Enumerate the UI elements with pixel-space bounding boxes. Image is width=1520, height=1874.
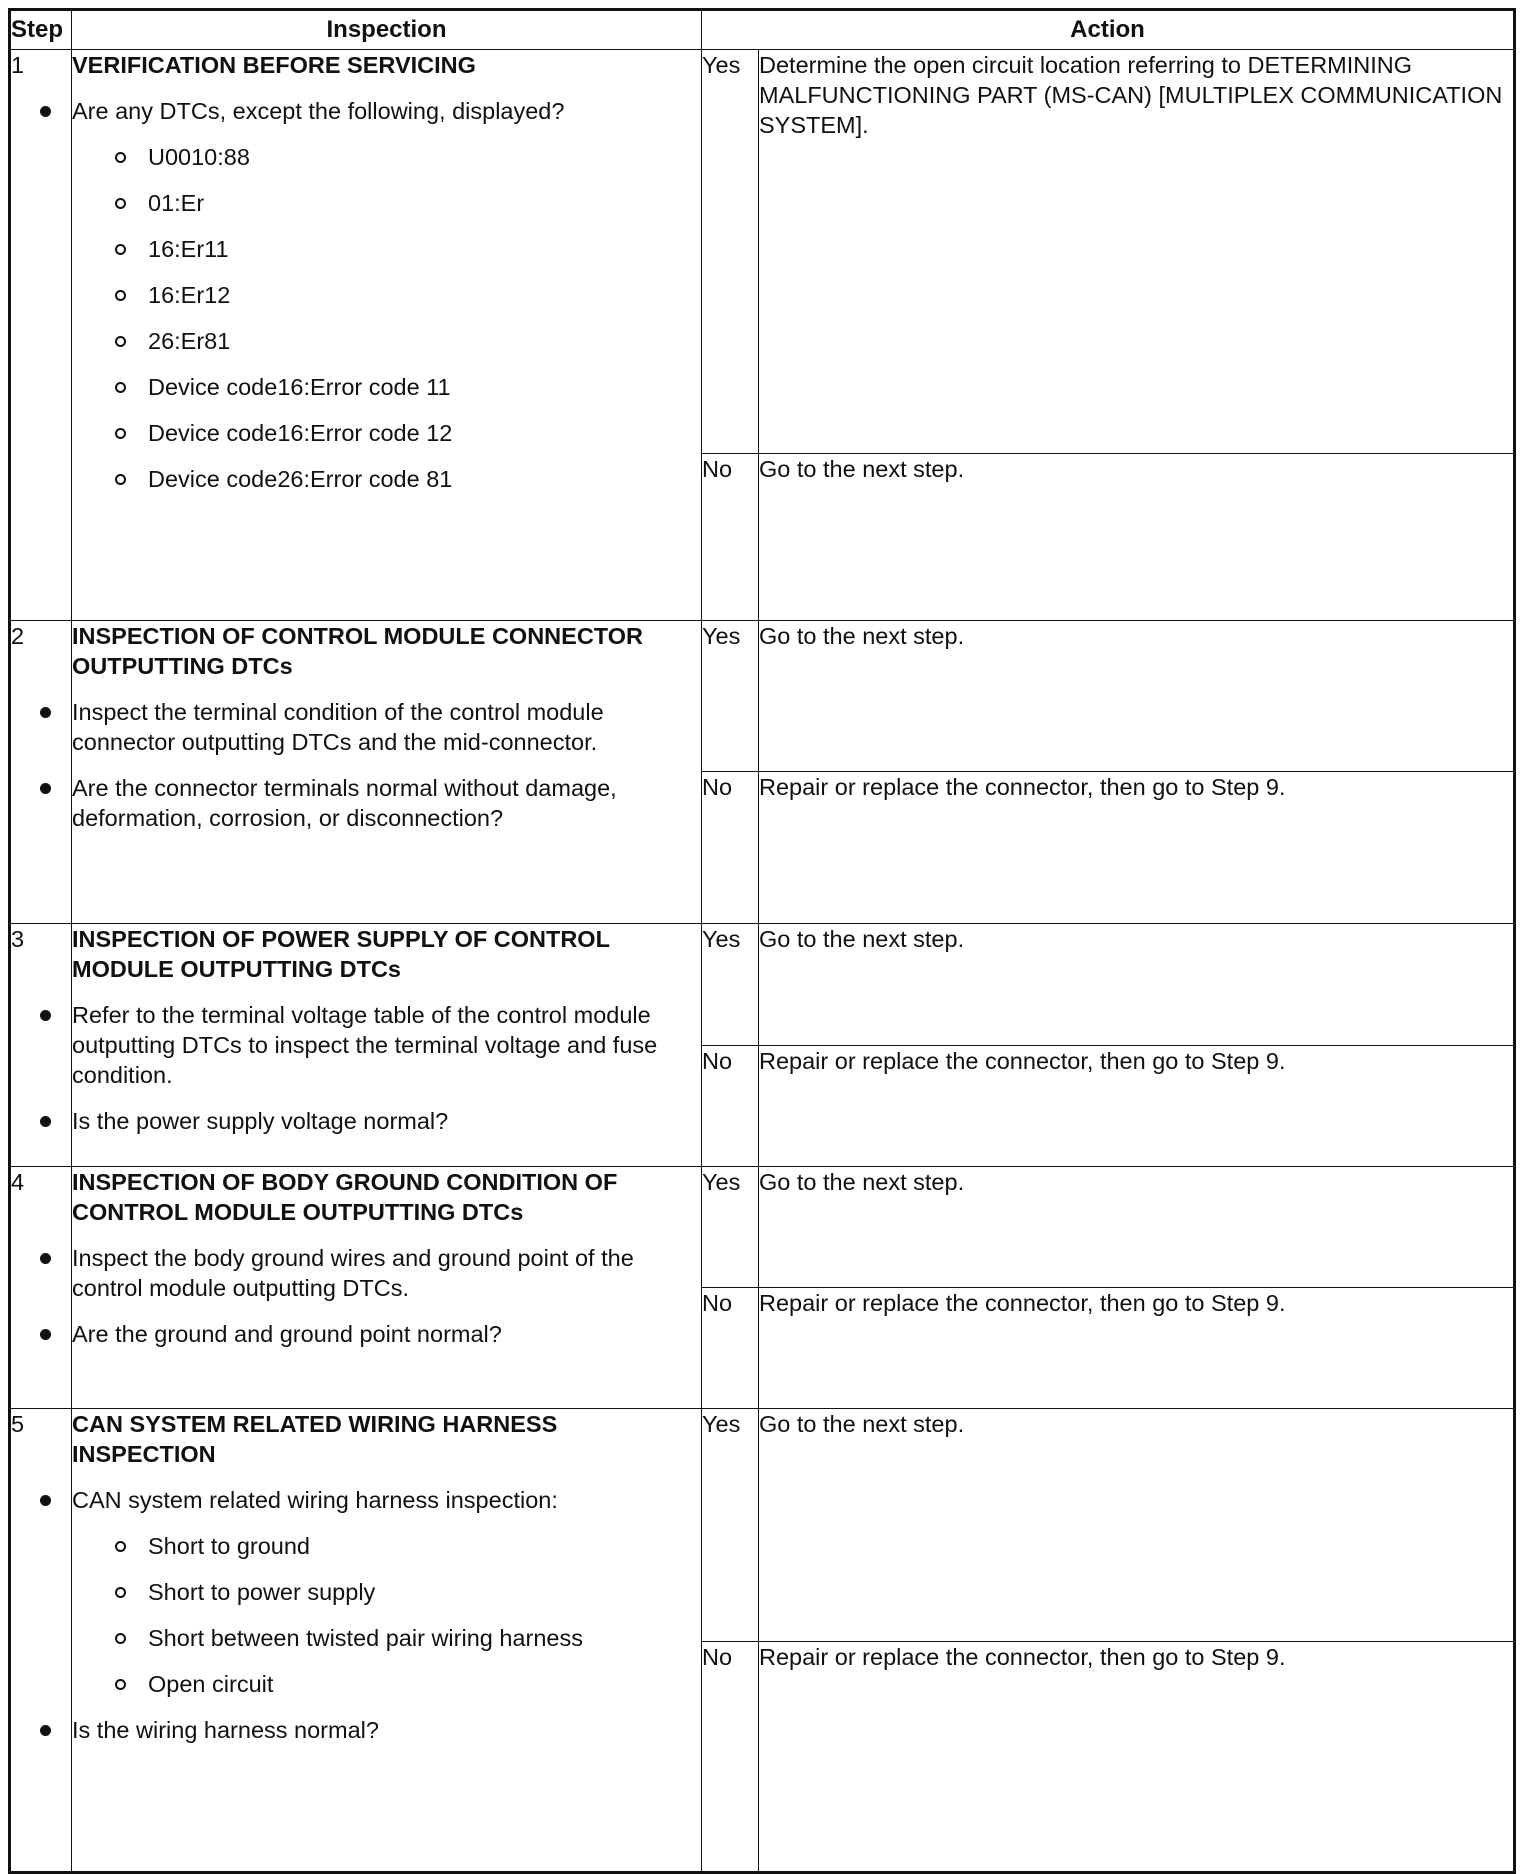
inspection-title: VERIFICATION BEFORE SERVICING xyxy=(72,52,476,78)
inspection-question: Are the connector terminals normal without damage, deformation, corrosion, or disconnection? xyxy=(72,773,701,833)
no-label: No xyxy=(702,454,759,621)
step-number: 2 xyxy=(10,621,72,924)
yes-action: Go to the next step. xyxy=(759,621,1515,772)
yes-action: Go to the next step. xyxy=(759,1167,1515,1288)
inspection-question: Is the power supply voltage normal? xyxy=(72,1106,701,1136)
step-number: 1 xyxy=(10,50,72,621)
header-row xyxy=(10,10,1515,50)
yes-action: Determine the open circuit location referring to DETERMINING MALFUNCTIONING PART (MS-CAN) [MULTIPLEX COMMUNICATION SYSTEM]. xyxy=(759,50,1515,454)
inspection-bullet: Refer to the terminal voltage table of the control module outputting DTCs to inspect the terminal voltage and fuse condition. xyxy=(72,1000,701,1090)
check-item: Short to power supply xyxy=(148,1577,701,1607)
check-item: Short to ground xyxy=(148,1531,701,1561)
no-label: No xyxy=(702,1642,759,1873)
yes-action: Go to the next step. xyxy=(759,924,1515,1046)
no-action: Go to the next step. xyxy=(759,454,1515,621)
step-1-inspection xyxy=(72,50,702,621)
step-number: 3 xyxy=(10,924,72,1167)
inspection-question: Are the ground and ground point normal? xyxy=(72,1319,701,1349)
inspection-bullet: Inspect the body ground wires and ground point of the control module outputting DTCs. xyxy=(72,1243,701,1303)
dtc-item: Device code16:Error code 11 xyxy=(148,372,701,402)
no-action: Repair or replace the connector, then go to Step 9. xyxy=(759,772,1515,924)
inspection-bullet: Are any DTCs, except the following, displayed? xyxy=(72,96,701,126)
no-action: Repair or replace the connector, then go to Step 9. xyxy=(759,1288,1515,1409)
no-action: Repair or replace the connector, then go to Step 9. xyxy=(759,1642,1515,1873)
inspection-title: CAN SYSTEM RELATED WIRING HARNESS INSPECTION xyxy=(72,1411,558,1467)
dtc-item: 16:Er11 xyxy=(148,234,701,264)
step-3-inspection xyxy=(72,924,702,1167)
inspection-question: Is the wiring harness normal? xyxy=(72,1715,701,1745)
step-number: 4 xyxy=(10,1167,72,1409)
yes-label: Yes xyxy=(702,1409,759,1642)
inspection-bullet: CAN system related wiring harness inspection: xyxy=(72,1485,701,1515)
dtc-item: Device code26:Error code 81 xyxy=(148,464,701,494)
yes-action: Go to the next step. xyxy=(759,1409,1515,1642)
dtc-item: 26:Er81 xyxy=(148,326,701,356)
check-item: Short between twisted pair wiring harness xyxy=(148,1623,701,1653)
inspection-title: INSPECTION OF BODY GROUND CONDITION OF CONTROL MODULE OUTPUTTING DTCs xyxy=(72,1169,618,1225)
inspection-title: INSPECTION OF POWER SUPPLY OF CONTROL MODULE OUTPUTTING DTCs xyxy=(72,926,610,982)
step-4-inspection xyxy=(72,1167,702,1409)
dtc-item: 01:Er xyxy=(148,188,701,218)
step-5-yes-row xyxy=(10,1409,1515,1642)
check-item: Open circuit xyxy=(148,1669,701,1699)
step-1-yes-row xyxy=(10,50,1515,454)
yes-label: Yes xyxy=(702,1167,759,1288)
yes-label: Yes xyxy=(702,50,759,454)
dtc-item: Device code16:Error code 12 xyxy=(148,418,701,448)
header-action: Action xyxy=(702,10,1515,50)
yes-label: Yes xyxy=(702,621,759,772)
header-step: Step xyxy=(10,10,72,50)
diagnostic-procedure-table xyxy=(8,8,1516,1874)
inspection-title: INSPECTION OF CONTROL MODULE CONNECTOR OUTPUTTING DTCs xyxy=(72,623,643,679)
dtc-item: 16:Er12 xyxy=(148,280,701,310)
step-2-inspection xyxy=(72,621,702,924)
step-2-yes-row xyxy=(10,621,1515,772)
no-label: No xyxy=(702,1046,759,1167)
step-5-inspection xyxy=(72,1409,702,1873)
no-label: No xyxy=(702,1288,759,1409)
inspection-bullet: Inspect the terminal condition of the control module connector outputting DTCs and the mid-connector. xyxy=(72,697,701,757)
step-4-yes-row xyxy=(10,1167,1515,1288)
no-action: Repair or replace the connector, then go to Step 9. xyxy=(759,1046,1515,1167)
header-inspection: Inspection xyxy=(72,10,702,50)
yes-label: Yes xyxy=(702,924,759,1046)
step-number: 5 xyxy=(10,1409,72,1873)
step-3-yes-row xyxy=(10,924,1515,1046)
dtc-item: U0010:88 xyxy=(148,142,701,172)
no-label: No xyxy=(702,772,759,924)
